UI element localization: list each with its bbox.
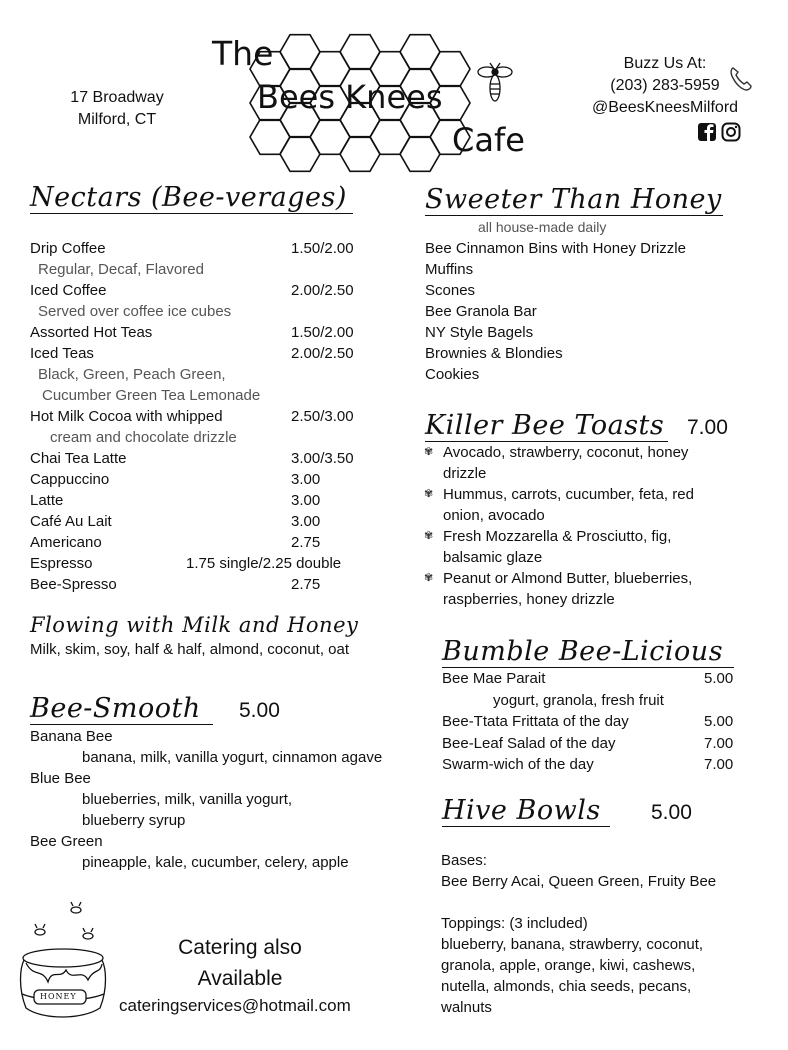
logo-bees-knees: Bees Knees <box>257 78 443 116</box>
smooth-title: Bee-Smooth <box>30 693 213 725</box>
item-name: Assorted Hot Teas <box>30 324 153 341</box>
list-item: Bee Cinnamon Bins with Honey Drizzle <box>425 240 686 257</box>
item-name: Iced Coffee <box>30 282 107 299</box>
toasts-list <box>424 442 694 610</box>
hive-line <box>441 892 716 913</box>
instagram-icon[interactable] <box>721 122 741 142</box>
smooth-list <box>30 726 382 873</box>
bee-bullet-icon: ✾ <box>424 446 434 458</box>
social-handle[interactable]: @BeesKneesMilford <box>591 99 739 116</box>
item-description: Cucumber Green Tea Lemonade <box>42 387 261 404</box>
hive-line: blueberry, banana, strawberry, coconut, <box>441 936 704 953</box>
honeycomb-cell <box>250 120 290 155</box>
list-item: balsamic glaze <box>443 549 543 566</box>
item-price: 3.00/3.50 <box>291 450 354 467</box>
hive-line: Bases: <box>441 852 487 869</box>
item-price: 1.50/2.00 <box>291 240 354 257</box>
catering-block <box>150 932 330 994</box>
smooth-line: pineapple, kale, cucumber, celery, apple <box>82 854 349 871</box>
address-line-2: Milford, CT <box>77 111 157 128</box>
item-name: Swarm-wich of the day <box>442 756 594 773</box>
item-description: cream and chocolate drizzle <box>50 429 237 446</box>
list-item: Muffins <box>425 261 474 278</box>
list-item: drizzle <box>443 465 487 482</box>
list-item: NY Style Bagels <box>425 324 534 341</box>
hive-list <box>441 850 716 1018</box>
hive-line: Bee Berry Acai, Queen Green, Fruity Bee <box>441 873 717 890</box>
item-price: 2.00/2.50 <box>291 282 354 299</box>
list-item: ✾ Avocado, strawberry, coconut, honey <box>424 444 689 461</box>
bee-bullet-icon: ✾ <box>424 488 434 500</box>
item-name: Chai Tea Latte <box>30 450 127 467</box>
hive-line: walnuts <box>441 999 492 1016</box>
bee-bullet-icon: ✾ <box>424 572 434 584</box>
catering-email[interactable]: cateringservices@hotmail.com <box>119 996 351 1015</box>
item-name: Iced Teas <box>30 345 94 362</box>
hive-line: granola, apple, orange, kiwi, cashews, <box>441 957 696 974</box>
item-price: 2.75 <box>291 534 321 551</box>
bee-bullet-icon: ✾ <box>424 530 434 542</box>
item-name: Americano <box>30 534 102 551</box>
smooth-line: banana, milk, vanilla yogurt, cinnamon agave <box>82 749 383 766</box>
catering-line-1: Catering also <box>178 936 302 959</box>
list-item: Brownies & Blondies <box>425 345 563 362</box>
item-price: 5.00 <box>704 670 734 687</box>
smooth-line: Bee Green <box>30 833 103 850</box>
logo-cafe: Cafe <box>452 121 525 159</box>
facebook-icon[interactable] <box>697 122 717 142</box>
item-price: 2.75 <box>291 576 321 593</box>
honeycomb-cell <box>400 35 440 70</box>
honeycomb-cell <box>340 137 380 172</box>
list-item: Cookies <box>425 366 480 383</box>
toasts-price: 7.00 <box>687 416 728 439</box>
toasts-title: Killer Bee Toasts <box>425 410 668 442</box>
honeycomb-cell <box>310 120 350 155</box>
hive-line: Toppings: (3 included) <box>441 915 588 932</box>
item-price: 2.00/2.50 <box>291 345 354 362</box>
sweeter-list <box>425 238 686 385</box>
list-item: ✾ Fresh Mozzarella & Prosciutto, fig, <box>424 528 672 545</box>
milk-text: Milk, skim, soy, half & half, almond, coconut, oat <box>30 641 350 658</box>
item-name: Bee Mae Parait <box>442 670 546 687</box>
item-description: yogurt, granola, fresh fruit <box>493 691 664 709</box>
item-name: Latte <box>30 492 64 509</box>
contact-block <box>580 53 750 119</box>
list-item: ✾ Hummus, carrots, cucumber, feta, red <box>424 486 694 503</box>
item-price: 7.00 <box>704 734 734 752</box>
address-line-1: 17 Broadway <box>70 89 164 106</box>
item-price: 2.50/3.00 <box>291 408 354 425</box>
list-item: Scones <box>425 282 476 299</box>
item-name: Bee-Leaf Salad of the day <box>442 734 616 752</box>
sweeter-note: all house-made daily <box>478 219 607 235</box>
item-name: Café Au Lait <box>30 513 112 530</box>
honey-pot-icon <box>12 898 122 1023</box>
honeycomb-cell <box>280 35 320 70</box>
item-name: Bee-Spresso <box>30 576 117 593</box>
honey-pot-label: HONEY <box>40 992 77 1001</box>
list-item: raspberries, honey drizzle <box>443 591 615 608</box>
item-price: 3.00 <box>291 471 321 488</box>
nectars-title: Nectars (Bee-verages) <box>30 182 353 214</box>
item-description: Regular, Decaf, Flavored <box>38 261 204 278</box>
item-name: Hot Milk Cocoa with whipped <box>30 408 223 425</box>
sweeter-title: Sweeter Than Honey <box>425 184 722 215</box>
item-price: 7.00 <box>704 756 734 773</box>
item-price: 3.00 <box>291 513 321 530</box>
list-item: onion, avocado <box>443 507 545 524</box>
smooth-price: 5.00 <box>239 699 280 722</box>
item-name: Drip Coffee <box>30 240 106 257</box>
item-name: Cappuccino <box>30 471 110 488</box>
list-item: ✾ Peanut or Almond Butter, blueberries, <box>424 570 693 587</box>
item-name: Espresso <box>30 555 93 572</box>
item-price: 1.75 single/2.25 double <box>186 555 342 572</box>
smooth-line: blueberry syrup <box>82 812 186 829</box>
logo-the: The <box>212 34 274 73</box>
bumble-title: Bumble Bee-Licious <box>442 636 734 668</box>
list-item: Bee Granola Bar <box>425 303 537 320</box>
item-price: 3.00 <box>291 492 321 509</box>
item-description: Served over coffee ice cubes <box>38 303 232 320</box>
item-price: 5.00 <box>704 713 734 730</box>
smooth-line: Blue Bee <box>30 770 91 787</box>
honeycomb-cell <box>280 137 320 172</box>
smooth-line: blueberries, milk, vanilla yogurt, <box>82 791 293 808</box>
item-price: 1.50/2.00 <box>291 324 354 341</box>
phone-number[interactable]: (203) 283-5959 <box>610 77 720 94</box>
honeycomb-cell <box>400 137 440 172</box>
item-name: Bee-Ttata Frittata of the day <box>442 713 629 730</box>
hive-line: nutella, almonds, chia seeds, pecans, <box>441 978 692 995</box>
honeycomb-cell <box>340 35 380 70</box>
smooth-line: Banana Bee <box>30 728 113 745</box>
honeycomb-cell <box>370 120 410 155</box>
address <box>62 87 172 131</box>
bee-icon <box>478 63 512 101</box>
phone-icon <box>728 65 754 93</box>
hive-title: Hive Bowls <box>442 795 610 827</box>
hive-price: 5.00 <box>651 801 692 824</box>
item-description: Black, Green, Peach Green, <box>38 366 226 383</box>
milk-title: Flowing with Milk and Honey <box>30 613 359 637</box>
catering-line-2: Available <box>197 967 283 990</box>
buzz-label: Buzz Us At: <box>623 55 707 72</box>
